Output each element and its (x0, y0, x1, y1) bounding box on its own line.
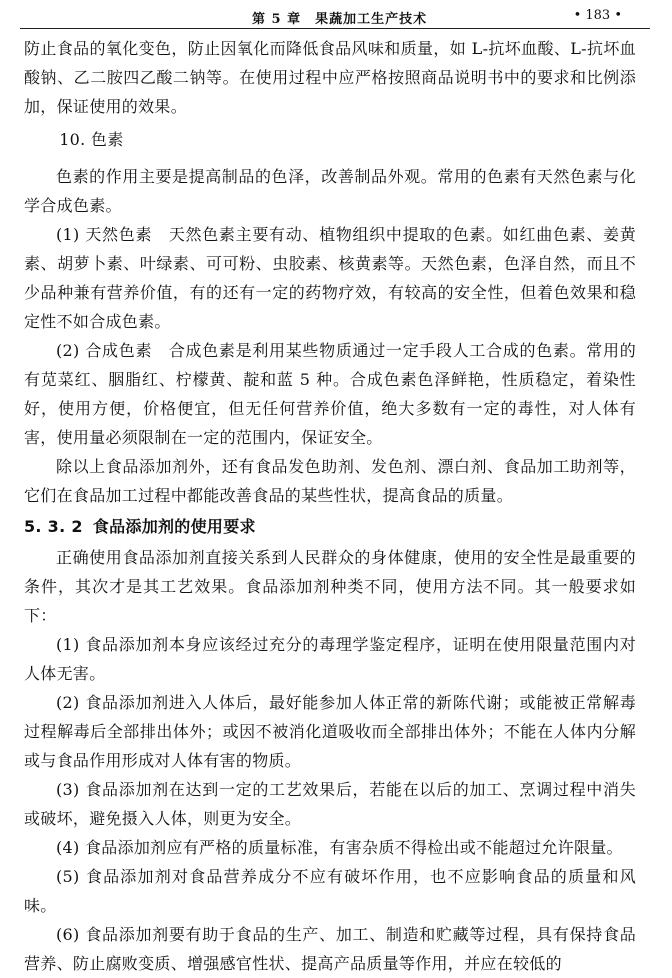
subheading-pigments: 10. 色素 (59, 130, 124, 149)
paragraph-requirements-intro: 正确使用食品添加剂直接关系到人民群众的身体健康，使用的安全性是最重要的条件，其次才是其工艺效果。食品添加剂种类不同，使用方法不同。其一般要求如下： (24, 548, 636, 625)
page-body (24, 34, 636, 978)
requirement-item-4: (4) 食品添加剂应有严格的质量标准，有害杂质不得检出或不能超过允许限量。 (56, 838, 623, 857)
requirement-item-6: (6) 食品添加剂要有助于食品的生产、加工、制造和贮藏等过程，具有保持食品营养、防止腐败变质、增强感官性状、提高产品质量等作用，并应在较低的 (24, 925, 636, 973)
requirement-item-2: (2) 食品添加剂进入人体后，最好能参加人体正常的新陈代谢；或能被正常解毒过程解毒后全部排出体外；或因不被消化道吸收而全部排出体外；不能在人体内分解或与食品作用形成对人体有害的物质。 (24, 693, 636, 770)
paragraph-pigment-intro: 色素的作用主要是提高制品的色泽，改善制品外观。常用的色素有天然色素与化学合成色素。 (24, 167, 636, 215)
paragraph-synthetic-pigment: (2) 合成色素 合成色素是利用某些物质通过一定手段人工合成的色素。常用的有苋菜红、胭脂红、柠檬黄、靛和蓝 5 种。合成色素色泽鲜艳，性质稳定，着染性好，使用方便，价格便宜，但无任何营养价值，绝大多数有一定的毒性，对人体有害，使用量必须限制在一定的范围内，保证安全。 (24, 341, 636, 447)
requirement-item-3: (3) 食品添加剂在达到一定的工艺效果后，若能在以后的加工、烹调过程中消失或破坏，避免摄入人体，则更为安全。 (24, 780, 636, 828)
section-heading (24, 512, 636, 541)
page-number: • 183 • (573, 8, 622, 23)
requirement-item-5: (5) 食品添加剂对食品营养成分不应有破坏作用，也不应影响食品的质量和风味。 (24, 867, 636, 915)
paragraph-other-additives: 除以上食品添加剂外，还有食品发色助剂、发色剂、漂白剂、食品加工助剂等，它们在食品加工过程中都能改善食品的某些性状，提高食品的质量。 (24, 457, 636, 505)
requirement-item-1: (1) 食品添加剂本身应该经过充分的毒理学鉴定程序，证明在使用限量范围内对人体无害。 (24, 635, 636, 683)
paragraph-natural-pigment: (1) 天然色素 天然色素主要有动、植物组织中提取的色素。如红曲色素、姜黄素、胡萝卜素、叶绿素、可可粉、虫胶素、核黄素等。天然色素，色泽自然，而且不少品种兼有营养价值，有的还有一定的药物疗效，有较高的安全性，但着色效果和稳定性不如合成色素。 (24, 225, 636, 331)
chapter-title: 第 5 章 果蔬加工生产技术 (252, 12, 428, 27)
page-header (20, 2, 650, 29)
paragraph-antioxidant-continued: 防止食品的氧化变色，防止因氧化而降低食品风味和质量，如 L-抗坏血酸、L-抗坏血酸钠、乙二胺四乙酸二钠等。在使用过程中应严格按照商品说明书中的要求和比例添加，保证使用的效果。 (24, 39, 636, 116)
section-number: 5. 3. 2 (24, 517, 83, 536)
section-title: 食品添加剂的使用要求 (92, 517, 256, 536)
